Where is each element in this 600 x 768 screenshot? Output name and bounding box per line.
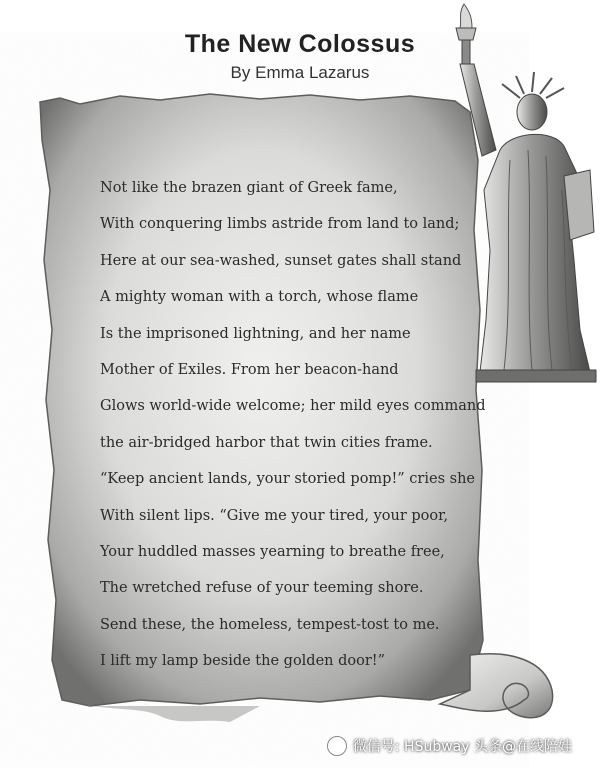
poem-line: Send these, the homeless, tempest-tost to me. [100,616,440,633]
poem-line: Not like the brazen giant of Greek fame, [100,180,398,196]
poem-line: With silent lips. “Give me your tired, your poor, [100,507,449,524]
watermark-text: 微信号: HSubway 头条@在线陪娃 [352,739,572,755]
wechat-icon [327,736,347,756]
poem-line: A mighty woman with a torch, whose flame [100,289,419,306]
poem-line: With conquering limbs astride from land to land; [100,216,460,233]
poem-line: Mother of Exiles. From her beacon-hand [100,361,399,378]
poem-line: Here at our sea-washed, sunset gates shall stand [100,252,462,269]
page-title: The New Colossus [184,30,416,58]
author-byline: By Emma Lazarus [230,63,370,82]
poem-line: Your huddled masses yearning to breathe free, [100,543,445,560]
poem-line: the air-bridged harbor that twin cities frame. [100,434,433,451]
poem-line: Is the imprisoned lightning, and her name [100,325,411,342]
watermark [327,736,572,756]
poem-line: The wretched refuse of your teeming shore. [100,580,424,597]
poem-line: I lift my lamp beside the golden door!” [100,653,386,670]
poem-line: “Keep ancient lands, your storied pomp!” cries she [100,471,475,488]
poem-line: Glows world-wide welcome; her mild eyes command [100,398,486,415]
poem-body [100,178,500,687]
